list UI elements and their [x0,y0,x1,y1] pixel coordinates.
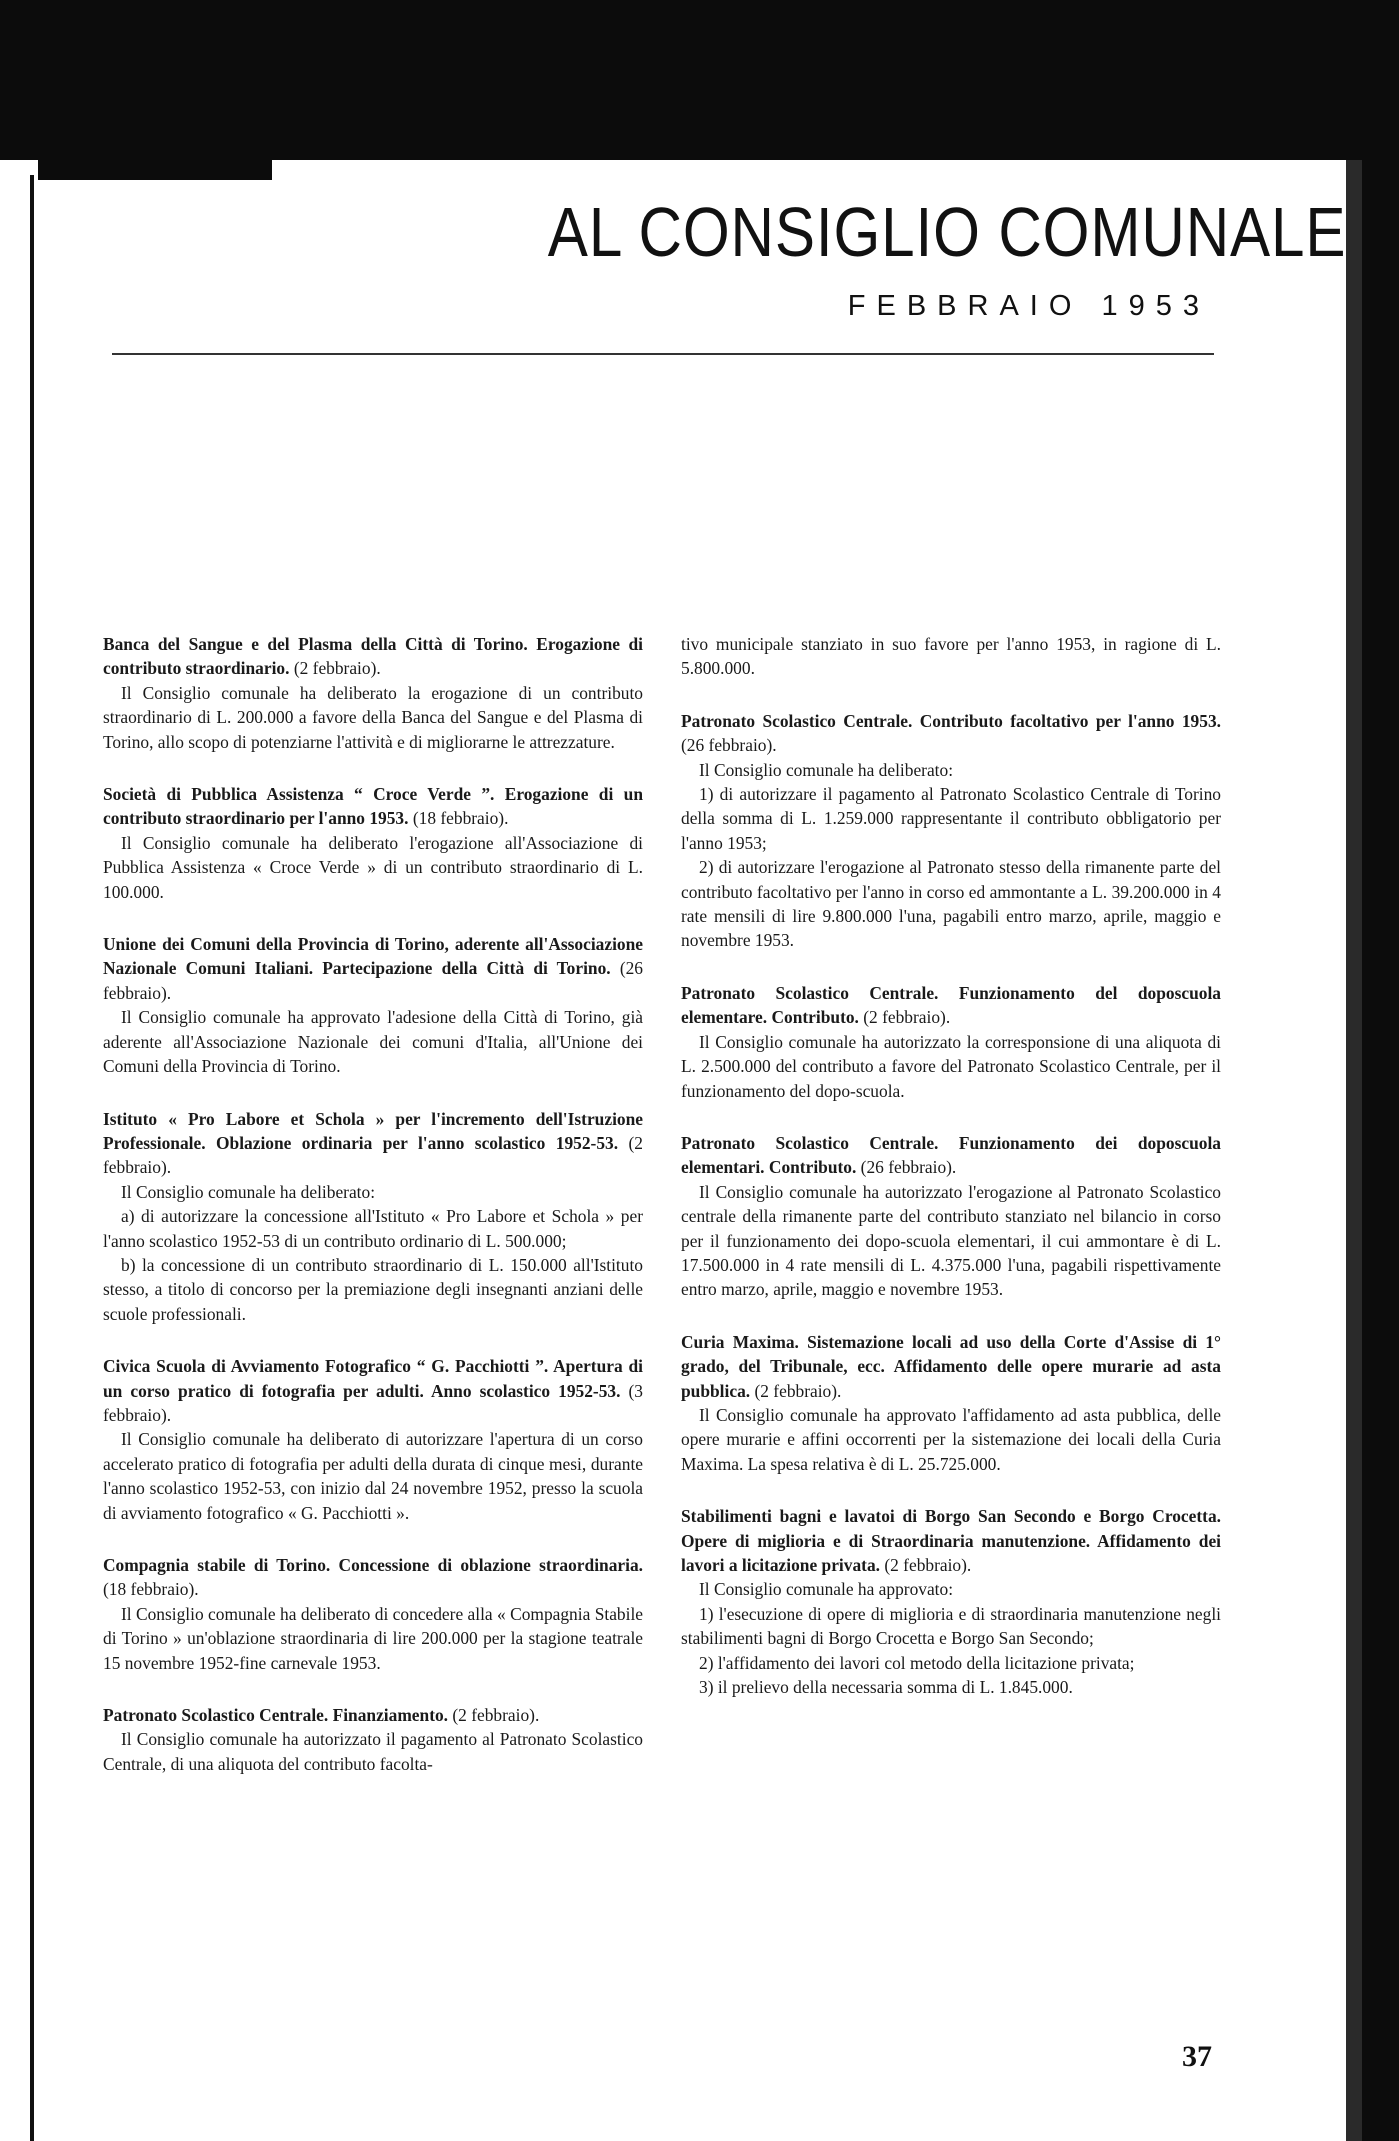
left-edge-line [30,175,34,2141]
entry-body: Il Consiglio comunale ha autorizzato la corresponsione di una aliquota di L. 2.500.000 del contributo a favore del Patronato Scolastico Centrale, per il funzionamento del dopo-scuola. [681,1031,1221,1101]
header-rule [112,353,1214,355]
entry-body: Il Consiglio comunale ha autorizzato l'erogazione al Patronato Scolastico centrale della rimanente parte del contributo stanziato nel bilancio in corso per il funzionamento dei dopo-scuola elementari, il cui ammontare è di L. 17.500.000 in 4 rate mensili di L. 4.375.000 l'una, pagabili rispettivamente entro marzo, aprile, maggio e novembre 1953. [681,1181,1221,1300]
page-date: FEBBRAIO 1953 [847,290,1210,322]
entry-heading: Istituto « Pro Labore et Schola » per l'incremento dell'Istruzione Professionale. Oblazione ordinaria per l'anno scolastico 1952-53. (2 febbraio). [103,1108,643,1178]
entry-body: 2) l'affidamento dei lavori col metodo della licitazione privata; [699,1652,1135,1673]
top-band-tab [258,0,272,180]
entry-body: 1) l'esecuzione di opere di miglioria e di straordinaria manutenzione negli stabilimenti bagni di Borgo Crocetta e Borgo San Secondo; [681,1603,1221,1649]
entry-body: Il Consiglio comunale ha approvato l'adesione della Città di Torino, già aderente all'Associazione Nazionale dei comuni d'Italia, all'Unione dei Comuni della Provincia di Torino. [103,1007,643,1077]
entry-body: b) la concessione di un contributo straordinario di L. 150.000 all'Istituto stesso, a titolo di concorso per la premiazione degli insegnanti anziani delle scuole professionali. [103,1254,643,1324]
page-number: 37 [1182,2040,1212,2073]
entry-body: Il Consiglio comunale ha deliberato l'erogazione all'Associazione di Pubblica Assistenza « Croce Verde » di un contributo straordinario di L. 100.000. [103,832,643,902]
entry-body: Il Consiglio comunale ha deliberato di autorizzare l'apertura di un corso accelerato pratico di fotografia per adulti della durata di cinque mesi, durante l'anno scolastico 1952-53, con inizio dal 24 novembre 1952, presso la scuola di avviamento fotografico « G. Pacchiotti ». [103,1429,643,1523]
entry-heading: Società di Pubblica Assistenza “ Croce Verde ”. Erogazione di un contributo straordinario per l'anno 1953. (18 febbraio). [103,784,643,829]
entry-body: Il Consiglio comunale ha deliberato: [121,1181,376,1202]
entry-heading: Civica Scuola di Avviamento Fotografico “ G. Pacchiotti ”. Apertura di un corso pratico di fotografia per adulti. Anno scolastico 1952-53. (3 febbraio). [103,1356,643,1425]
entry-body: Il Consiglio comunale ha deliberato la erogazione di un contributo straordinario di L. 200.000 a favore della Banca del Sangue e del Plasma di Torino, allo scopo di potenziarne l'attività e di migliorarne le attrezzature. [103,682,643,752]
entry-heading: Compagnia stabile di Torino. Concessione di oblazione straordinaria. (18 febbraio). [103,1555,643,1600]
entry-heading: Unione dei Comuni della Provincia di Torino, aderente all'Associazione Nazionale Comuni Italiani. Partecipazione della Città di Torino. (26 febbraio). [103,934,644,1003]
top-left-dark-band [0,160,270,180]
entry-continuation: tivo municipale stanziato in suo favore per l'anno 1953, in ragione di L. 5.800.000. [681,634,1221,679]
entry-body: 3) il prelievo della necessaria somma di L. 1.845.000. [699,1677,1073,1698]
entry-heading: Curia Maxima. Sistemazione locali ad uso della Corte d'Assise di 1° grado, del Tribunale, ecc. Affidamento delle opere murarie ad asta pubblica. (2 febbraio). [681,1331,1221,1401]
entry-heading: Stabilimenti bagni e lavatoi di Borgo San Secondo e Borgo Crocetta. Opere di miglioria e di Straordinaria manutenzione. Affidamento dei lavori a licitazione privata. (2 febbraio). [681,1506,1221,1575]
entry-body: Il Consiglio comunale ha autorizzato il pagamento al Patronato Scolastico Centrale, di una aliquota del contributo facolta- [103,1729,643,1774]
entry-body: a) di autorizzare la concessione all'Istituto « Pro Labore et Schola » per l'anno scolastico 1952-53 di un contributo ordinario di L. 500.000; [103,1206,643,1251]
entry-body: Il Consiglio comunale ha approvato l'affidamento ad asta pubblica, delle opere murarie e affini occorrenti per la sistemazione dei locali della Curia Maxima. La spesa relativa è di L. 25.725.000. [681,1404,1221,1474]
entry-heading: Banca del Sangue e del Plasma della Città di Torino. Erogazione di contributo straordinario. (2 febbraio). [103,634,643,679]
top-dark-band [0,0,1399,160]
right-dark-edge [1362,0,1399,2141]
entry-heading: Patronato Scolastico Centrale. Funzionamento del doposcuola elementare. Contributo. (2 febbraio). [681,982,1221,1028]
right-column [681,632,1221,1699]
entry-body: 2) di autorizzare l'erogazione al Patronato stesso della rimanente parte del contributo facoltativo per l'anno in corso ed ammontante a L. 39.200.000 in 4 rate mensili di lire 9.800.000 l'una, pagabili entro marzo, aprile, maggio e novembre 1953. [681,857,1221,951]
entry-heading: Patronato Scolastico Centrale. Funzionamento dei doposcuola elementari. Contributo. (26 febbraio). [681,1132,1221,1178]
entry-body: Il Consiglio comunale ha deliberato di concedere alla « Compagnia Stabile di Torino » un'oblazione straordinaria di lire 200.000 per la stagione teatrale 15 novembre 1952-fine carnevale 1953. [103,1603,643,1673]
page-title: AL CONSIGLIO COMUNALE [547,193,1347,271]
entry-body: Il Consiglio comunale ha approvato: [699,1579,954,1600]
right-inner-shadow [1346,160,1362,2141]
entry-body: Il Consiglio comunale ha deliberato: [699,759,954,780]
entry-heading: Patronato Scolastico Centrale. Finanziamento. (2 febbraio). [103,1705,540,1726]
left-column [103,632,643,1776]
entry-heading: Patronato Scolastico Centrale. Contributo facoltativo per l'anno 1953. (26 febbraio). [681,710,1221,756]
entry-body: 1) di autorizzare il pagamento al Patronato Scolastico Centrale di Torino della somma di L. 1.259.000 rappresentante il contributo obbligatorio per l'anno 1953; [681,784,1221,853]
